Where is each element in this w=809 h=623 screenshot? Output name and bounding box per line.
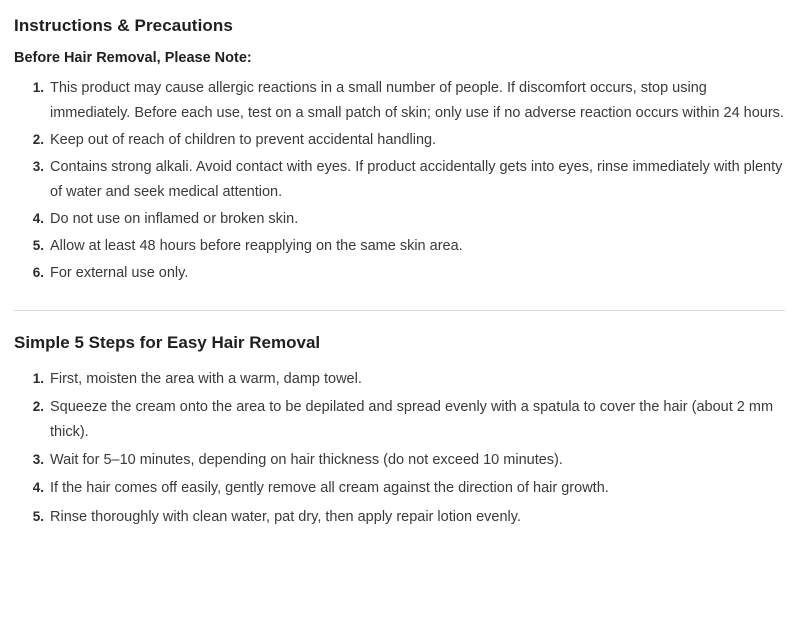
list-item: For external use only. — [50, 264, 189, 281]
steps-title: Simple 5 Steps for Easy Hair Removal — [14, 332, 321, 352]
precautions-list — [14, 76, 785, 286]
list-item: Squeeze the cream onto the area to be depilated and spread evenly with a spatula to cover the hair (about 2 mm thick). — [50, 398, 774, 440]
list-item: Allow at least 48 hours before reapplying on the same skin area. — [50, 237, 463, 254]
section-divider — [14, 310, 785, 311]
list-item: Rinse thoroughly with clean water, pat dry, then apply repair lotion evenly. — [50, 508, 521, 525]
list-item: Contains strong alkali. Avoid contact with eyes. If product accidentally gets into eyes, rinse immediately with plenty of water and seek medical attention. — [50, 158, 783, 200]
list-item: This product may cause allergic reactions in a small number of people. If discomfort occurs, stop using immediately. Before each use, test on a small patch of skin; only use if no adverse reaction occurs within 24 hours. — [50, 80, 784, 121]
list-item: Keep out of reach of children to prevent accidental handling. — [50, 131, 437, 148]
list-item: First, moisten the area with a warm, damp towel. — [50, 370, 362, 387]
precautions-section — [14, 16, 785, 286]
list-item: Do not use on inflamed or broken skin. — [50, 210, 299, 227]
list-item: Wait for 5–10 minutes, depending on hair thickness (do not exceed 10 minutes). — [50, 452, 563, 469]
precautions-subtitle: Before Hair Removal, Please Note: — [14, 50, 252, 66]
list-item: If the hair comes off easily, gently remove all cream against the direction of hair growth. — [50, 480, 609, 497]
steps-list — [14, 367, 785, 530]
steps-section — [14, 333, 785, 530]
page-title: Instructions & Precautions — [14, 16, 233, 35]
